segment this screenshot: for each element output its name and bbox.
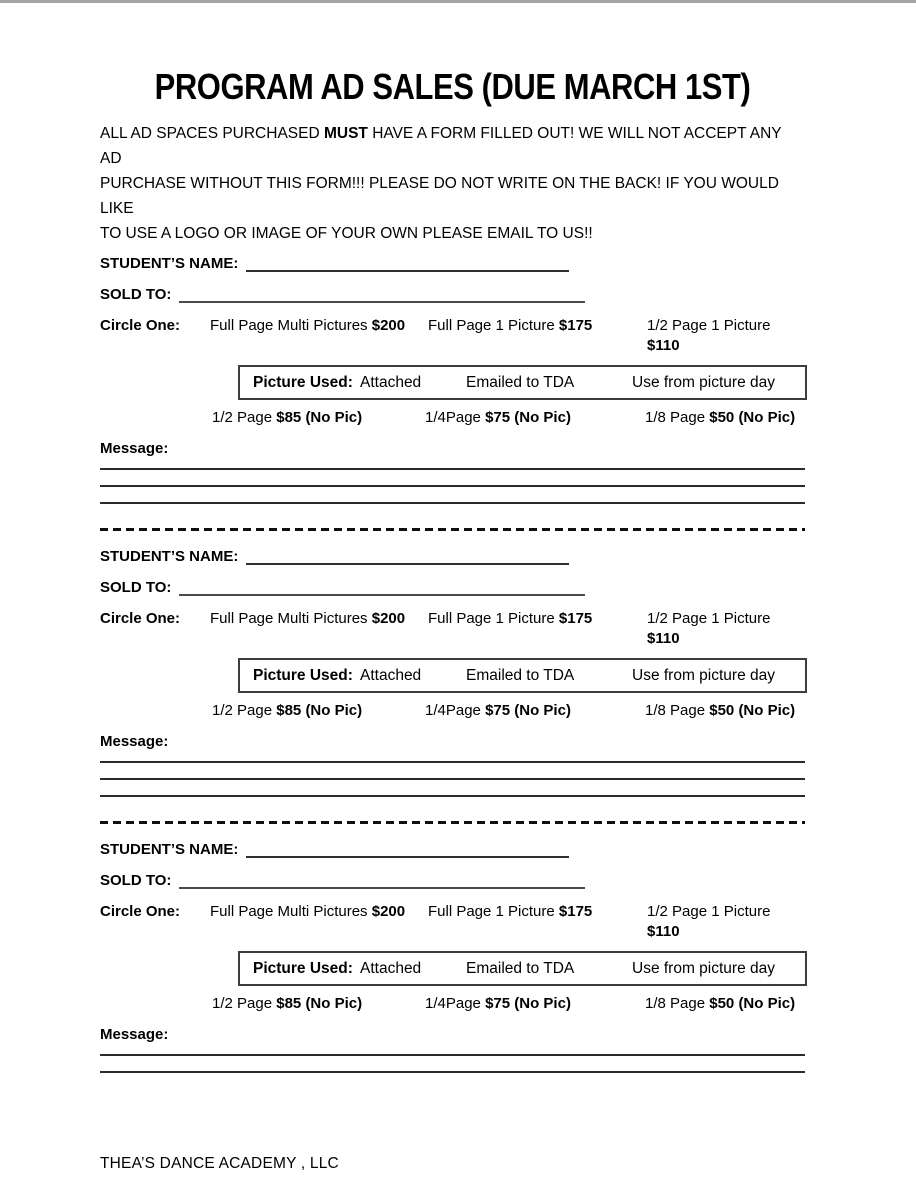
picture-used-box — [238, 951, 807, 986]
sold-to-row — [100, 578, 805, 596]
dashed-section-separator — [100, 821, 805, 824]
sold-to-row — [100, 285, 805, 303]
no-pic-options-row — [212, 701, 805, 721]
form-document — [0, 65, 916, 1073]
no-pic-tag: (No Pic) — [738, 995, 796, 1012]
message-row — [100, 1026, 805, 1043]
picture-used-label: Picture Used: — [253, 374, 353, 391]
message-lines — [100, 1043, 805, 1073]
form-sections — [100, 254, 805, 1073]
ad-option-price: $75 — [485, 409, 511, 426]
student-name-label: STUDENT’S NAME: — [100, 548, 239, 565]
message-label: Message: — [100, 440, 169, 457]
message-blank-line[interactable] — [100, 1043, 805, 1056]
circle-one-label: Circle One: — [100, 610, 181, 627]
no-pic-tag: (No Pic) — [514, 702, 571, 719]
picture-option-attached[interactable]: Attached — [360, 374, 422, 391]
intro-bold-must: MUST — [323, 125, 368, 142]
intro-paragraph — [100, 121, 805, 246]
ad-option-name: 1/8 Page — [645, 995, 706, 1012]
ad-option-price: $85 — [276, 995, 302, 1012]
sold-to-label: SOLD TO: — [100, 286, 172, 303]
picture-used-label: Picture Used: — [253, 960, 353, 977]
message-lines — [100, 750, 805, 797]
no-pic-tag: (No Pic) — [305, 702, 363, 719]
message-row — [100, 733, 805, 750]
message-blank-line[interactable] — [100, 780, 805, 797]
circle-one-label: Circle One: — [100, 903, 181, 920]
picture-used-label: Picture Used: — [253, 667, 353, 684]
student-name-blank-line[interactable] — [246, 254, 569, 272]
message-blank-line[interactable] — [100, 470, 805, 487]
ad-option-name: 1/4Page — [425, 702, 481, 719]
page-title: PROGRAM AD SALES (DUE MARCH 1ST) — [154, 66, 751, 107]
ad-option-price: $110 — [647, 923, 680, 940]
ad-option-name: 1/4Page — [425, 995, 481, 1012]
no-pic-options-row — [212, 994, 805, 1014]
message-label: Message: — [100, 733, 169, 750]
intro-text: HAVE A FORM FILLED OUT! WE WILL NOT ACCEPT ANY AD — [100, 125, 782, 167]
ad-option-name: Full Page Multi Pictures — [210, 903, 368, 920]
circle-one-row — [100, 316, 805, 356]
picture-option-picture-day[interactable]: Use from picture day — [632, 374, 775, 391]
ad-option-half-page-one[interactable] — [647, 902, 805, 942]
no-pic-tag: (No Pic) — [514, 409, 571, 426]
no-pic-tag: (No Pic) — [514, 995, 571, 1012]
student-name-row — [100, 254, 805, 272]
picture-option-picture-day[interactable]: Use from picture day — [632, 960, 775, 977]
message-blank-line[interactable] — [100, 1056, 805, 1073]
ad-sale-section — [100, 840, 805, 1073]
ad-option-price: $200 — [371, 903, 406, 920]
intro-line-1 — [100, 121, 805, 171]
ad-option-full-page-one[interactable] — [428, 902, 647, 922]
message-blank-line[interactable] — [100, 750, 805, 763]
ad-option-quarter-page-nopic[interactable] — [425, 994, 645, 1014]
dashed-section-separator — [100, 528, 805, 531]
ad-option-name: Full Page Multi Pictures — [210, 317, 368, 334]
ad-option-name: 1/2 Page — [212, 995, 273, 1012]
ad-option-half-page-nopic[interactable] — [212, 408, 425, 428]
no-pic-tag: (No Pic) — [738, 409, 796, 426]
ad-option-name: 1/2 Page — [212, 702, 273, 719]
circle-one-label: Circle One: — [100, 317, 181, 334]
sold-to-label: SOLD TO: — [100, 579, 172, 596]
ad-option-name: 1/4Page — [425, 409, 481, 426]
circle-one-row — [100, 902, 805, 942]
ad-option-name: Full Page 1 Picture — [428, 317, 555, 334]
ad-option-price: $110 — [647, 337, 680, 354]
ad-option-price: $175 — [558, 903, 593, 920]
ad-option-full-page-one[interactable] — [428, 609, 647, 629]
ad-option-price: $50 — [709, 409, 735, 426]
sold-to-label: SOLD TO: — [100, 872, 172, 889]
ad-option-half-page-one[interactable] — [647, 316, 805, 356]
ad-option-eighth-page-nopic[interactable] — [645, 408, 805, 428]
ad-option-full-page-one[interactable] — [428, 316, 647, 336]
picture-option-attached[interactable]: Attached — [360, 667, 422, 684]
ad-option-quarter-page-nopic[interactable] — [425, 701, 645, 721]
ad-option-name: Full Page 1 Picture — [428, 903, 555, 920]
circle-one-row — [100, 609, 805, 649]
ad-option-name: 1/2 Page 1 Picture — [647, 903, 771, 920]
ad-option-price: $75 — [485, 995, 511, 1012]
sold-to-blank-line[interactable] — [179, 578, 585, 596]
ad-option-price: $200 — [371, 610, 406, 627]
student-name-row — [100, 840, 805, 858]
page-top-border — [0, 0, 916, 3]
picture-option-emailed[interactable]: Emailed to TDA — [466, 960, 575, 977]
ad-option-price: $75 — [485, 702, 511, 719]
message-blank-line[interactable] — [100, 763, 805, 780]
ad-option-name: 1/8 Page — [645, 702, 706, 719]
ad-option-name: 1/2 Page — [212, 409, 273, 426]
ad-option-half-page-nopic[interactable] — [212, 701, 425, 721]
ad-option-full-page-multi[interactable] — [210, 902, 428, 922]
picture-option-emailed[interactable]: Emailed to TDA — [466, 667, 575, 684]
ad-option-name: Full Page 1 Picture — [428, 610, 555, 627]
student-name-blank-line[interactable] — [246, 547, 569, 565]
ad-option-price: $175 — [558, 317, 593, 334]
sold-to-blank-line[interactable] — [179, 871, 585, 889]
ad-option-half-page-one[interactable] — [647, 609, 805, 649]
student-name-row — [100, 547, 805, 565]
student-name-label: STUDENT’S NAME: — [100, 841, 239, 858]
intro-line-3: TO USE A LOGO OR IMAGE OF YOUR OWN PLEASE EMAIL TO US!! — [100, 225, 593, 242]
ad-option-name: Full Page Multi Pictures — [210, 610, 368, 627]
ad-option-price: $85 — [276, 409, 302, 426]
no-pic-tag: (No Pic) — [305, 409, 363, 426]
no-pic-options-row — [212, 408, 805, 428]
message-row — [100, 440, 805, 457]
ad-option-full-page-multi[interactable] — [210, 316, 428, 336]
message-label: Message: — [100, 1026, 169, 1043]
ad-option-price: $50 — [709, 702, 735, 719]
message-blank-line[interactable] — [100, 457, 805, 470]
picture-used-box — [238, 365, 807, 400]
no-pic-tag: (No Pic) — [738, 702, 796, 719]
student-name-blank-line[interactable] — [246, 840, 569, 858]
picture-option-attached[interactable]: Attached — [360, 960, 422, 977]
student-name-label: STUDENT’S NAME: — [100, 255, 239, 272]
ad-option-quarter-page-nopic[interactable] — [425, 408, 645, 428]
picture-option-picture-day[interactable]: Use from picture day — [632, 667, 775, 684]
ad-option-price: $200 — [371, 317, 406, 334]
sold-to-row — [100, 871, 805, 889]
intro-text: ALL AD SPACES PURCHASED — [100, 125, 324, 142]
ad-option-full-page-multi[interactable] — [210, 609, 428, 629]
ad-option-name: 1/8 Page — [645, 409, 706, 426]
ad-option-price: $85 — [276, 702, 302, 719]
picture-option-emailed[interactable]: Emailed to TDA — [466, 374, 575, 391]
picture-used-box — [238, 658, 807, 693]
intro-line-2: PURCHASE WITHOUT THIS FORM!!! PLEASE DO NOT WRITE ON THE BACK! IF YOU WOULD LIKE — [100, 175, 779, 217]
ad-option-eighth-page-nopic[interactable] — [645, 701, 805, 721]
ad-option-price: $50 — [709, 995, 735, 1012]
ad-option-price: $175 — [558, 610, 593, 627]
ad-sale-section — [100, 254, 805, 504]
message-blank-line[interactable] — [100, 487, 805, 504]
message-lines — [100, 457, 805, 504]
sold-to-blank-line[interactable] — [179, 285, 585, 303]
ad-option-price: $110 — [647, 630, 680, 647]
footer-company-name: THEA’S DANCE ACADEMY , LLC — [100, 1155, 339, 1172]
ad-option-name: 1/2 Page 1 Picture — [647, 610, 771, 627]
ad-sale-section — [100, 547, 805, 797]
no-pic-tag: (No Pic) — [305, 995, 363, 1012]
ad-option-name: 1/2 Page 1 Picture — [647, 317, 771, 334]
ad-option-eighth-page-nopic[interactable] — [645, 994, 805, 1014]
ad-option-half-page-nopic[interactable] — [212, 994, 425, 1014]
